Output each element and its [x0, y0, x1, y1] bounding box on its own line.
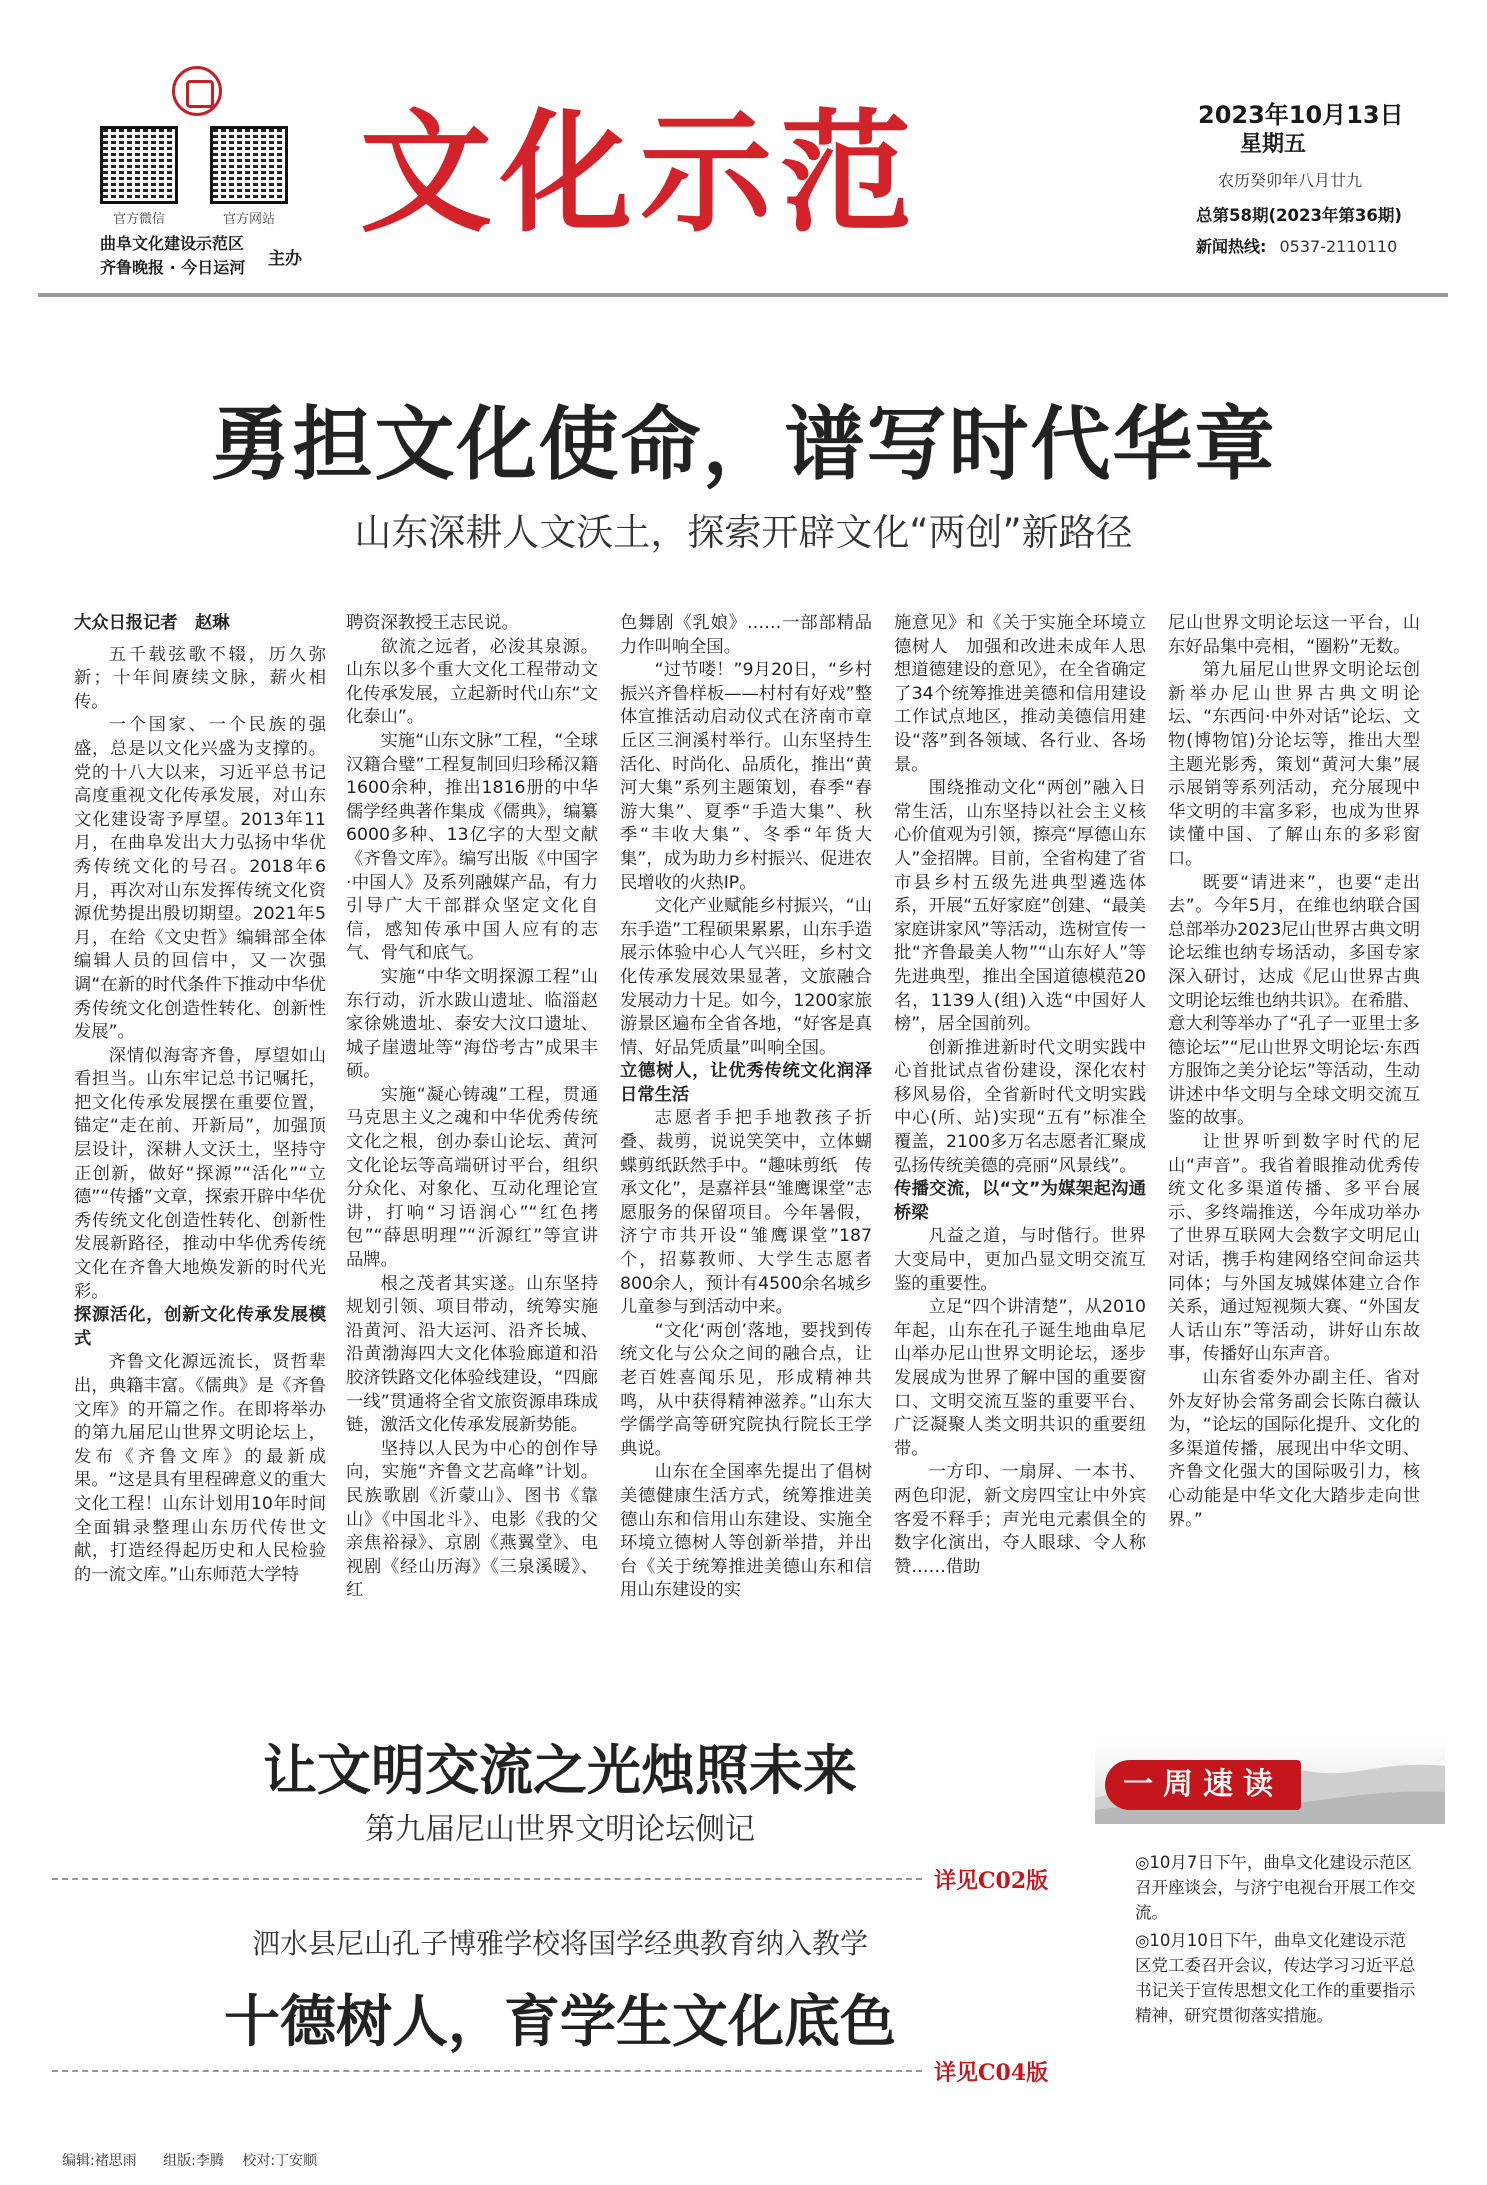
issue-weekday: 星期五: [1240, 132, 1307, 157]
paragraph: 尼山世界文明论坛这一平台，山东好品集中亮相，“圈粉”无数。: [1168, 613, 1420, 657]
paragraph: 山东在全国率先提出了倡树美德健康生活方式，统筹推进美德山东和信用山东建设、实施全环境立德树人等创新举措，并出台《关于统筹推进美德山东和信用山东建设的实: [620, 1462, 872, 1601]
qr-label-website: 官方网站: [222, 212, 275, 227]
paragraph: 让世界听到数字时代的尼山“声音”。我省着眼推动优秀传统文化多渠道传播、多平台展示、多终端推送，今年成功举办了世界互联网大会数字文明尼山对话，携手构建网络空间命运共同体；与外国友城媒体建立合作关系，通过短视频大赛、“外国友人话山东”等活动，讲好山东故事，传播好山东声音。: [1168, 1132, 1420, 1365]
credit-layout: 组版:李腾: [163, 2153, 224, 2169]
issue-number: 总第58期(2023年第36期): [1196, 206, 1402, 225]
qr-code-website[interactable]: [210, 126, 288, 204]
emblem-seal: [172, 66, 222, 116]
paragraph: 创新推进新时代文明实践中心首批试点省份建设，深化农村移风易俗，全省新时代文明实践中心(所、站)实现“五有”标准全覆盖，2100多万名志愿者汇聚成弘扬传统美德的亮丽“风景线”。: [894, 1037, 1146, 1176]
paragraph: 施意见》和《关于实施全环境立德树人 加强和改进未成年人思想道德建设的意见》，在全省确定了34个统筹推进美德和信用建设工作试点地区，推动美德信用建设“落”到各领域、各行业、各场景。: [894, 613, 1146, 775]
sponsor-1: 曲阜文化建设示范区: [100, 234, 245, 253]
paragraph: 实施“中华文明探源工程”山东行动，沂水跋山遗址、临淄赵家徐姚遗址、泰安大汶口遗址、城子崖遗址等“海岱考古”成果丰硕。: [346, 966, 598, 1082]
paragraph: 既要“请进来”，也要“走出去”。今年5月，在维也纳联合国总部举办2023尼山世界古典文明论坛维也纳专场活动，多国专家深入研讨，达成《尼山世界古典文明论坛维也纳共识》。在希腊、意大利等举办了“孔子一亚里士多德论坛”“尼山世界文明论坛·东西方服饰之美分论坛”等活动，生动讲述中华文明与全球文明交流互鉴的故事。: [1168, 872, 1420, 1129]
story3-see-more[interactable]: 详见C04版: [934, 2060, 1049, 2086]
lead-subheadline: 山东深耕人文沃土，探索开辟文化“两创”新路径: [354, 511, 1133, 554]
paragraph: 文化产业赋能乡村振兴，“山东手造”工程硕果累累，山东手造展示体验中心人气兴旺，乡村文化传承发展效果显著，文旅融合发展动力十足。如今，1200家旅游景区遍布全省各地，“好客是真情、好品凭质量”叫响全国。: [620, 896, 872, 1058]
paragraph: 聘资深教授王志民说。: [346, 613, 519, 633]
paragraph: 根之茂者其实遂。山东坚持规划引领、项目带动，统筹实施沿黄河、沿大运河、沿齐长城、沿黄渤海四大文化体验廊道和沿胶济铁路文化体验线建设，“四廊一线”贯通将全省文旅资源串珠成链，激活文化传承发展新势能。: [346, 1273, 598, 1436]
paragraph: 志愿者手把手地教孩子折叠、裁剪，说说笑笑中，立体蝴蝶剪纸跃然手中。“趣味剪纸 传承文化”，是嘉祥县“雏鹰课堂”志愿服务的保留项目。今年暑假，济宁市共开设“雏鹰课堂”187个，招募教师、大学生志愿者800余人，预计有4500余名城乡儿童参与到活动中来。: [620, 1108, 872, 1318]
weekly-item-1[interactable]: ◎10月7日下午，曲阜文化建设示范区召开座谈会，与济宁电视台开展工作交流。: [1135, 1853, 1416, 1922]
issue-info: [1198, 100, 1404, 160]
page-credits: [62, 2150, 317, 2170]
story3-divider: [52, 2070, 922, 2072]
sponsor-2: 齐鲁晚报 · 今日运河: [100, 258, 246, 277]
paragraph: 一方印、一扇屏、一本书、两色印泥，新文房四宝让中外宾客爱不释手；声光电元素俱全的数字化演出，夺人眼球、令人称赞……借助: [894, 1462, 1146, 1577]
weekly-title: 一周速读: [1105, 1760, 1301, 1810]
paragraph: 坚持以人民为中心的创作导向，实施“齐鲁文艺高峰”计划。民族歌剧《沂蒙山》、图书《靠山》《中国北斗》、电影《我的父亲焦裕禄》、京剧《燕翼堂》、电视剧《经山历海》《三泉溪暖》、红: [346, 1438, 598, 1601]
story3-title[interactable]: 十德树人，育学生文化底色: [224, 1989, 896, 2055]
paragraph: 立足“四个讲清楚”，从2010年起，山东在孔子诞生地曲阜尼山举办尼山世界文明论坛，逐步发展成为世界了解中国的重要窗口、文明交流互鉴的重要平台、广泛凝聚人类文明共识的重要纽带。: [894, 1297, 1147, 1459]
hotline-label: 新闻热线:: [1196, 237, 1267, 256]
lead-headline[interactable]: 勇担文化使命，谱写时代华章: [210, 397, 1277, 491]
paragraph: 实施“凝心铸魂”工程，贯通马克思主义之魂和中华优秀传统文化之根，创办泰山论坛、黄河文化论坛等高端研讨平台，组织分众化、对象化、互动化理论宣讲，打响“习语润心”“红色拷包”“薛思明理”“沂源红”等宣讲品牌。: [346, 1084, 598, 1271]
lead-column-5: [1168, 612, 1420, 1532]
story2-subtitle: 第九届尼山世界文明论坛侧记: [365, 1812, 755, 1847]
paragraph: “过节喽！”9月20日，“乡村振兴齐鲁样板——村村有好戏”整体宣推活动启动仪式在济南市章丘区三涧溪村举行。山东坚持生活化、时尚化、品质化，推出“黄河大集”系列主题策划，春季“春游大集”、夏季“手造大集”、秋季“丰收大集”、冬季“年货大集”，成为助力乡村振兴、促进农民增收的火热IP。: [620, 660, 872, 893]
credit-proof: 校对:丁安顺: [242, 2153, 318, 2169]
paragraph: 五千载弦歌不辍，历久弥新；十年间赓续文脉，薪火相传。: [74, 644, 326, 712]
story2-see-more[interactable]: 详见C02版: [934, 1868, 1049, 1894]
byline: 大众日报记者 赵琳: [74, 613, 230, 633]
lunar-date: 农历癸卯年八月廿九: [1218, 171, 1363, 190]
story2-title[interactable]: 让文明交流之光烛照未来: [263, 1738, 857, 1802]
weekly-digest: [1095, 1738, 1445, 2058]
story2-divider: [52, 1878, 922, 1880]
paragraph: 齐鲁文化源远流长，贤哲辈出，典籍丰富。《儒典》是《齐鲁文库》的开篇之作。在即将举办的第九届尼山世界文明论坛上，发布《齐鲁文库》的最新成果。“这是具有里程碑意义的重大文化工程！山东计划用10年时间全面辑录整理山东历代传世文献，打造经得起历史和人民检验的一流文库。”山东师范大学特: [74, 1352, 326, 1585]
section-heading-3: 传播交流，以“文”为媒架起沟通桥梁: [894, 1179, 1146, 1223]
qr-label-wechat: 官方微信: [112, 212, 165, 227]
lead-column-3: [620, 612, 872, 1603]
section-heading-2: 立德树人，让优秀传统文化润泽日常生活: [620, 1061, 872, 1105]
paragraph: “文化‘两创’落地，要找到传统文化与公众之间的融合点，让老百姓喜闻乐见，形成精神共鸣，从中获得精神滋养。”山东大学儒学高等研究院执行院长王学典说。: [620, 1320, 872, 1459]
sponsor-list: [100, 232, 245, 280]
paragraph: 深情似海寄齐鲁，厚望如山看担当。山东牢记总书记嘱托，把文化传承发展摆在重要位置，锚定“走在前、开新局”，加强顶层设计，深耕人文沃土，坚持守正创新，做好“探源”“活化”“立德”“传播”文章，探索开辟中华优秀传统文化创造性转化、创新性发展新路径，推动中华优秀传统文化在齐鲁大地焕发新的时代光彩。: [74, 1045, 326, 1302]
news-hotline: [1196, 234, 1397, 257]
lead-column-2: [346, 612, 598, 1603]
weekly-banner: [1095, 1738, 1445, 1824]
qr-code-wechat[interactable]: [100, 126, 178, 204]
credit-editor: 编辑:褚思雨: [62, 2153, 137, 2169]
hotline-number[interactable]: 0537-2110110: [1279, 237, 1398, 256]
paragraph: 实施“山东文脉”工程，“全球汉籍合璧”工程复制回归珍稀汉籍1600余种，推出1816册的中华儒学经典著作集成《儒典》，编纂6000多种、13亿字的大型文献《齐鲁文库》。编写出版《中国字·中国人》及系列融媒产品，有力引导广大干部群众坚定文化自信，感知传承中国人应有的志气、骨气和底气。: [346, 730, 598, 964]
section-heading-1: 探源活化，创新文化传承发展模式: [74, 1305, 326, 1349]
issue-date: 2023年10月13日: [1198, 101, 1404, 129]
lead-column-1: [74, 612, 326, 1587]
paragraph: 第九届尼山世界文明论坛创新举办尼山世界古典文明论坛、“东西问·中外对话”论坛、文物(博物馆)分论坛等，推出大型主题光影秀，策划“黄河大集”展示展销等系列活动，充分展现中华文明的丰富多彩，也成为世界读懂中国、了解山东的多彩窗口。: [1168, 660, 1420, 869]
header-divider: [38, 293, 1448, 297]
paragraph: 一个国家、一个民族的强盛，总是以文化兴盛为支撑的。党的十八大以来，习近平总书记高度重视文化传承发展，对山东文化建设寄予厚望。2013年11月，在曲阜发出大力弘扬中华优秀传统文化的号召。2018年6月，再次对山东发挥传统文化资源优势提出殷切期望。2021年5月，在给《文史哲》编辑部全体编辑人员的回信中，又一次强调“在新的时代条件下推动中华优秀传统文化创造性转化、创新性发展”。: [74, 715, 326, 1043]
masthead-title: 文化示范: [360, 96, 920, 251]
paragraph: 山东省委外办副主任、省对外友好协会常务副会长陈白薇认为，“论坛的国际化提升、文化的多渠道传播，展现出中华文明、齐鲁文化强大的国际吸引力，核心动能是中华文化大踏步走向世界。”: [1168, 1368, 1420, 1530]
paragraph: 欲流之远者，必浚其泉源。山东以多个重大文化工程带动文化传承发展，立起新时代山东“文化泰山”。: [346, 636, 598, 728]
paragraph: 凡益之道，与时偕行。世界大变局中，更加凸显文明交流互鉴的重要性。: [894, 1226, 1146, 1294]
weekly-item-2[interactable]: ◎10月10日下午，曲阜文化建设示范区党工委召开会议，传达学习习近平总书记关于宣传思想文化工作的重要指示精神，研究贯彻落实措施。: [1135, 1931, 1416, 2025]
paragraph: 色舞剧《乳娘》……一部部精品力作叫响全国。: [620, 613, 872, 657]
paragraph: 围绕推动文化“两创”融入日常生活，山东坚持以社会主义核心价值观为引领，擦亮“厚德山东人”金招牌。目前，全省构建了省市县乡村五级先进典型遴选体系，开展“五好家庭”创建、“最美家庭讲家风”等活动，选树宣传一批“齐鲁最美人物”“山东好人”等先进典型，推出全国道德模范20名，1139人(组)入选“中国好人榜”，居全国前列。: [894, 778, 1146, 1035]
lead-column-4: [894, 612, 1146, 1579]
story3-kicker: 泗水县尼山孔子博雅学校将国学经典教育纳入教学: [251, 1927, 868, 1960]
sponsor-suffix: 主办: [268, 249, 302, 269]
